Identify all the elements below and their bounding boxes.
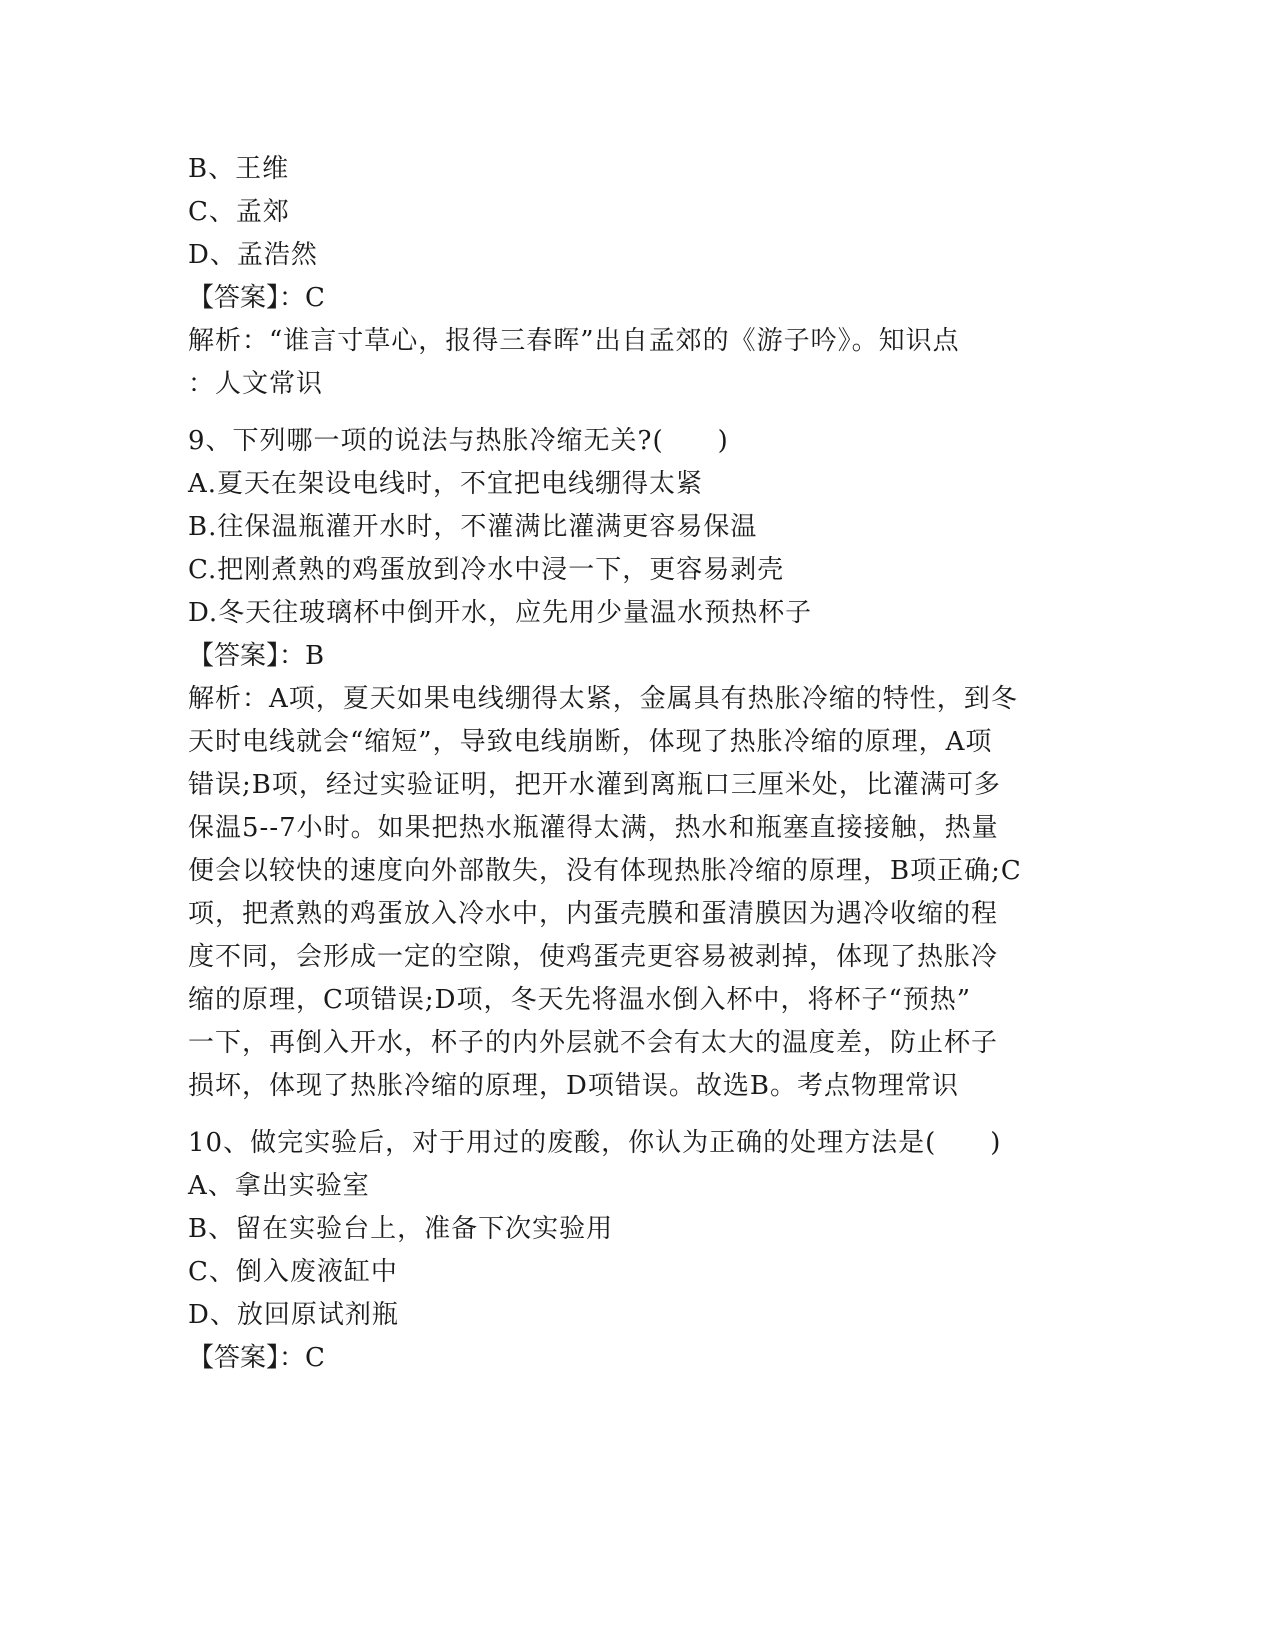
option-c: C.把刚煮熟的鸡蛋放到冷水中浸一下，更容易剥壳 (188, 555, 785, 585)
analysis-line: 度不同，会形成一定的空隙，使鸡蛋壳更容易被剥掉，体现了热胀冷 (188, 942, 999, 972)
document-page (188, 148, 1088, 1380)
analysis-line: 解析：“谁言寸草心，报得三春晖”出自孟郊的《游子吟》。知识点 (188, 326, 960, 356)
spacer (188, 1108, 1088, 1122)
question-text: 10、做完实验后，对于用过的废酸，你认为正确的处理方法是( ) (188, 1128, 1002, 1158)
option-d: D.冬天往玻璃杯中倒开水，应先用少量温水预热杯子 (188, 598, 813, 628)
spacer (188, 406, 1088, 420)
analysis-line: 天时电线就会“缩短”，导致电线崩断，体现了热胀冷缩的原理，A项 (188, 727, 993, 757)
analysis-line: ：人文常识 (188, 369, 324, 399)
analysis-line: 项，把煮熟的鸡蛋放入冷水中，内蛋壳膜和蛋清膜因为遇冷收缩的程 (188, 899, 999, 929)
option-a: A、拿出实验室 (188, 1171, 370, 1201)
analysis-line: 错误;B项，经过实验证明，把开水灌到离瓶口三厘米处，比灌满可多 (188, 770, 1001, 800)
option-c: C、孟郊 (188, 197, 290, 227)
analysis-line: 便会以较快的速度向外部散失，没有体现热胀冷缩的原理，B项正确;C (188, 856, 1022, 886)
option-d: D、放回原试剂瓶 (188, 1300, 399, 1330)
answer: 【答案】：B (188, 641, 325, 671)
question-10 (188, 1122, 1088, 1380)
question-text: 9、下列哪一项的说法与热胀冷缩无关?( ) (188, 426, 729, 456)
question-9 (188, 420, 1088, 1108)
option-c: C、倒入废液缸中 (188, 1257, 398, 1287)
analysis-line: 解析：A项，夏天如果电线绷得太紧，金属具有热胀冷缩的特性，到冬 (188, 684, 1018, 714)
answer: 【答案】：C (188, 1343, 325, 1373)
question-8 (188, 148, 1088, 406)
analysis-line: 保温5--7小时。如果把热水瓶灌得太满，热水和瓶塞直接接触，热量 (188, 813, 999, 843)
analysis-line: 缩的原理，C项错误;D项，冬天先将温水倒入杯中，将杯子“预热” (188, 985, 972, 1015)
option-b: B、王维 (188, 154, 290, 184)
option-a: A.夏天在架设电线时，不宜把电线绷得太紧 (188, 469, 704, 499)
option-b: B.往保温瓶灌开水时，不灌满比灌满更容易保温 (188, 512, 758, 542)
option-d: D、孟浩然 (188, 240, 318, 270)
option-b: B、留在实验台上，准备下次实验用 (188, 1214, 614, 1244)
answer: 【答案】：C (188, 283, 325, 313)
analysis-line: 一下，再倒入开水，杯子的内外层就不会有太大的温度差，防止杯子 (188, 1028, 999, 1058)
analysis-line: 损坏，体现了热胀冷缩的原理，D项错误。故选B。考点物理常识 (188, 1071, 959, 1101)
